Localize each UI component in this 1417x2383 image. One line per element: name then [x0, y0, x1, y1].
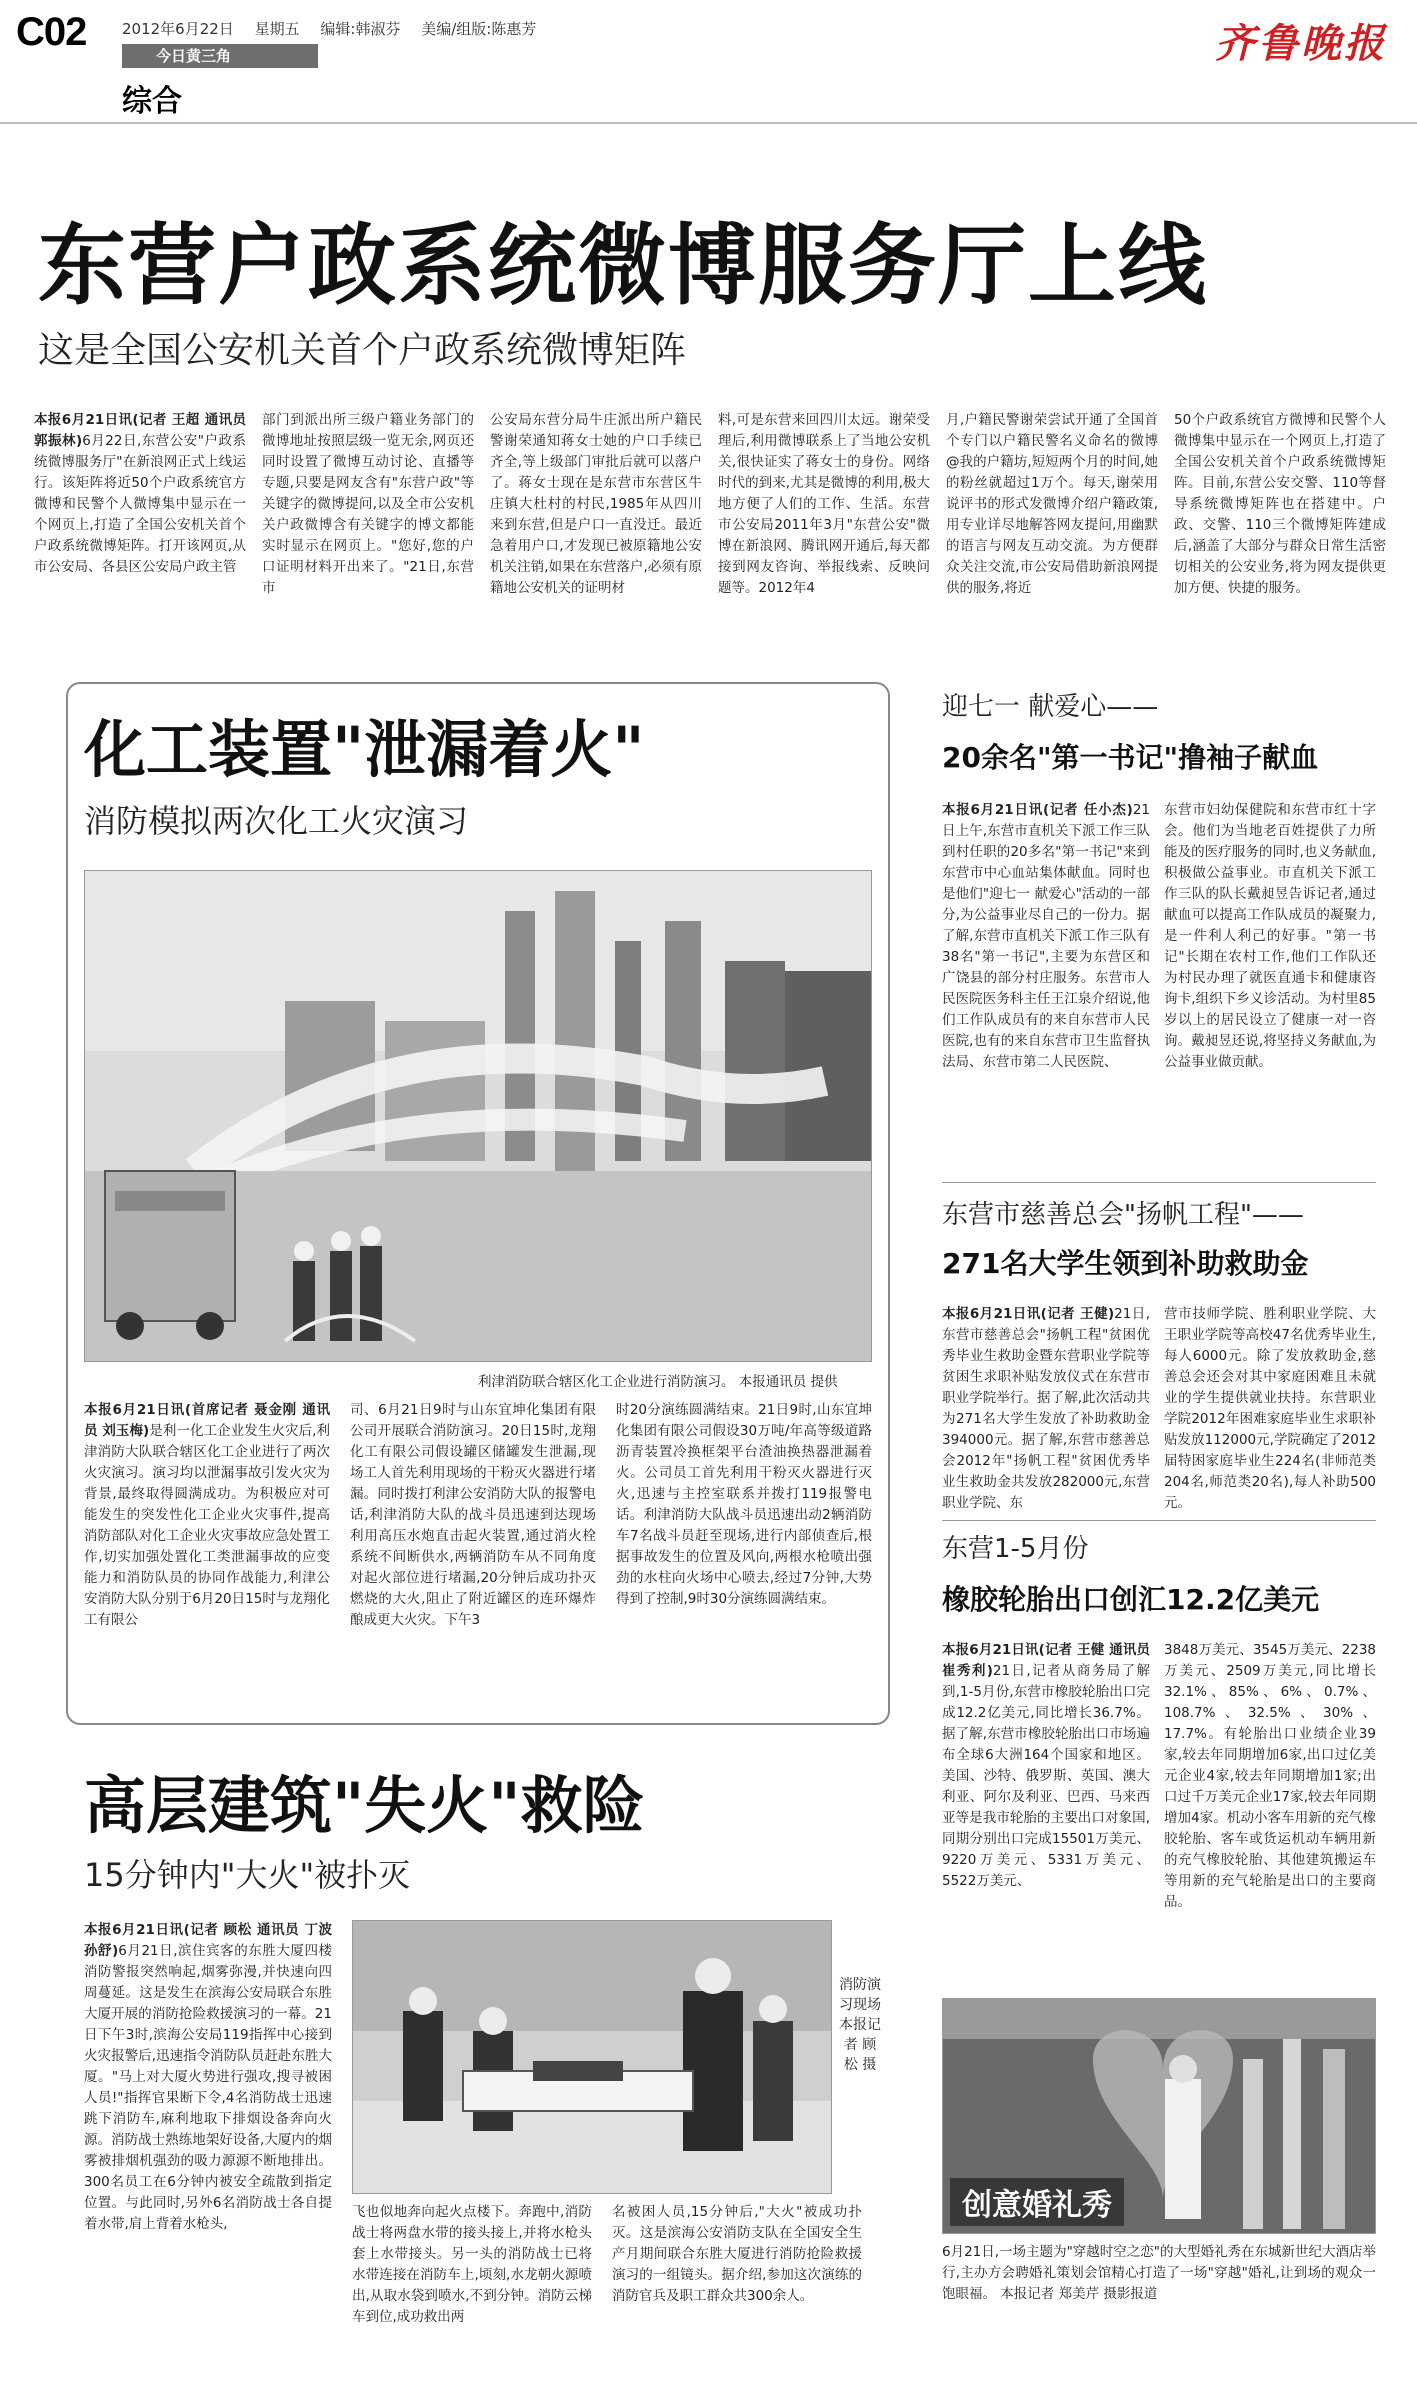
highrise-drill-illustration	[353, 1921, 832, 2194]
charity-column-1: 本报6月21日讯(记者 王健)21日,东营市慈善总会"扬帆工程"贫困优秀毕业生救助金暨东营职业学院等贫困生求职补贴发放仪式在东营市职业学院举行。据了解,此次活动共为271名大学生发放了补助救助金394000元。据了解,东营市慈善总会2012年"扬帆工程"贫困优秀毕业生救助金共发放282000元,东营职业学院、东	[942, 1306, 1150, 1511]
highrise-headline: 高层建筑"失火"救险	[84, 1769, 645, 1842]
fire-drill-photo	[84, 870, 872, 1362]
tire-export-byline: 本报6月21日讯(记者 王健 通讯员 崔秀利)	[942, 1642, 1150, 1679]
blood-drive-kicker: 迎七一 献爱心——	[942, 692, 1159, 722]
highrise-byline: 本报6月21日讯(记者 顾松 通讯员 丁波 孙舒)	[84, 1922, 332, 1959]
blood-drive-headline: 20余名"第一书记"撸袖子献血	[942, 741, 1319, 774]
header-editor: 编辑:韩淑芬	[320, 20, 401, 38]
chemical-fire-column-3: 时20分演练圆满结束。21日9时,山东宜坤化集团有限公司假设30万吨/年高等级道路沥青装置冷换框架平台渣油换热器泄漏着火。公司员工首先利用干粉灭火器进行灭火,迅速与主控室联系并拨打119报警电话。利津消防大队战斗员迅速出动2辆消防车7名战斗员赶至现场,进行内部侦查后,根据事故发生的位置及风向,两根水枪喷出强劲的水柱向火场中心喷去,经过7分钟,大势得到了控制,9时30分演练圆满结束。	[616, 1402, 872, 1607]
chemical-fire-headline: 化工装置"泄漏着火"	[84, 713, 645, 786]
charity-byline: 本报6月21日讯(记者 王健)	[942, 1306, 1115, 1322]
highrise-drill-caption: 消防演习现场 本报记者 顾松 摄	[839, 1977, 881, 2073]
section-tag: 今日黄三角	[122, 44, 318, 68]
section-name: 综合	[122, 84, 182, 119]
page-header	[0, 0, 1417, 120]
lead-column-2: 部门到派出所三级户籍业务部门的微博地址按照层级一览无余,网页还同时设置了微博互动讨论、直播等专题,只要是网友含有"东营户政"等关键字的微博提问,以及全市公安机关户政微博含有关键字的博文都能实时显示在网页上。"您好,您的户口证明材料开出来了。"21日,东营市	[262, 412, 474, 596]
charity-headline: 271名大学生领到补助救助金	[942, 1247, 1309, 1280]
fire-drill-caption: 利津消防联合辖区化工企业进行消防演习。 本报通讯员 提供	[478, 1374, 838, 1390]
header-designer: 美编/组版:陈惠芳	[421, 20, 537, 38]
lead-column-5: 月,户籍民警谢荣尝试开通了全国首个专门以户籍民警名义命名的微博@我的户籍坊,短短两个月的时间,她的粉丝就超过1万个。每天,谢荣用说评书的形式发微博介绍户籍政策,用专业详尽地解答网友提问,用幽默的语言与网友互动交流。为方便群众关注交流,市公安局借助新浪网提供的服务,将近	[946, 412, 1158, 596]
wedding-show-label: 创意婚礼秀	[950, 2178, 1124, 2226]
chemical-fire-column-1: 本报6月21日讯(首席记者 聂金刚 通讯员 刘玉梅)是利一化工企业发生火灾后,利津消防大队联合辖区化工企业进行了两次火灾演习。演习均以泄漏事故引发火灾为背景,最终取得圆满成功。为积极应对可能发生的突发性化工企业火灾事件,提高消防部队对化工企业火灾事故应急处置工作,切实加强处置化工类泄漏事故的应变能力和消防队员的协同作战能力,利津公安消防大队分别于6月20日15时与龙翔化工有限公	[84, 1402, 330, 1628]
tire-export-kicker: 东营1-5月份	[942, 1534, 1089, 1564]
charity-kicker: 东营市慈善总会"扬帆工程"——	[942, 1200, 1304, 1230]
wedding-show-caption: 6月21日,一场主题为"穿越时空之恋"的大型婚礼秀在东城新世纪大酒店举行,主办方会聘婚礼策划会馆精心打造了一场"穿越"婚礼,让到场的观众一饱眼福。 本报记者 郑美芹 摄影报道	[942, 2244, 1376, 2302]
highrise-subheadline: 15分钟内"大火"被扑灭	[84, 1856, 411, 1894]
lead-byline: 本报6月21日讯(记者 王超 通讯员 郭振林)	[34, 412, 246, 449]
fire-drill-illustration	[85, 871, 872, 1362]
header-meta	[122, 18, 552, 39]
newspaper-logo: 齐鲁晚报	[1215, 20, 1387, 67]
tire-export-column-2: 3848万美元、3545万美元、2238万美元、2509万美元,同比增长32.1%、85%、6%、0.7%、108.7%、32.5%、30%、17.7%。有轮胎出口业绩企业39家,较去年同期增加6家,出口过亿美元企业4家,较去年同期增加1家;出口过千万美元企业17家,较去年同期增加4家。机动小客车用新的充气橡胶轮胎、客车或货运机动车辆用新的充气橡胶轮胎、其他建筑搬运车等用新的充气轮胎是出口的主要商品。	[1164, 1642, 1376, 1910]
tire-export-column-1: 本报6月21日讯(记者 王健 通讯员 崔秀利)21日,记者从商务局了解到,1-5月份,东营市橡胶轮胎出口完成12.2亿美元,同比增长36.7%。据了解,东营市橡胶轮胎出口市场遍布全球6大洲164个国家和地区。美国、沙特、俄罗斯、英国、澳大利亚、阿尔及利亚、巴西、马来西亚等是我市轮胎的主要出口对象国,同期分别出口完成15501万美元、9220万美元、5331万美元、5522万美元、	[942, 1642, 1150, 1889]
blood-drive-column-2: 东营市妇幼保健院和东营市红十字会。他们为当地老百姓提供了力所能及的医疗服务的同时,也义务献血,积极做公益事业。市直机关下派工作三队的队长戴昶昱告诉记者,通过献血可以提高工作队成员的凝聚力,是一件利人利己的好事。"第一书记"长期在农村工作,他们工作队还为村民办理了就医直通卡和健康咨询卡,组织下乡义诊活动。为村里85岁以上的居民设立了健康一对一咨询。戴昶昱还说,将坚持义务献血,为公益事业做贡献。	[1164, 802, 1376, 1070]
highrise-column-3: 名被困人员,15分钟后,"大火"被成功扑灭。这是滨海公安消防支队在全国安全生产月期间联合东胜大厦进行消防抢险救援演习的一组镜头。据介绍,参加这次演练的消防官兵及职工群众共300余人。	[612, 2204, 862, 2304]
highrise-column-2: 飞也似地奔向起火点楼下。奔跑中,消防战士将两盘水带的接头接上,并将水枪头套上水带接头。另一头的消防战士已将水带连接在消防车上,顷刻,水龙朝火源喷出,从取水袋到喷水,不到分钟。消防云梯车到位,成功救出两	[352, 2204, 592, 2325]
lead-subheadline: 这是全国公安机关首个户政系统微博矩阵	[38, 330, 687, 371]
lead-column-6: 50个户政系统官方微博和民警个人微博集中显示在一个网页上,打造了全国公安机关首个户政系统微博矩阵。目前,东营公安交警、110等督导系统微博矩阵也在搭建中。户政、交警、110三个微博矩阵建成后,涵盖了大部分与群众日常生活密切相关的公安业务,将为网友提供更加方便、快捷的服务。	[1174, 412, 1386, 596]
blood-drive-byline: 本报6月21日讯(记者 任小杰)	[942, 802, 1133, 818]
sidebar-divider	[942, 1520, 1376, 1521]
chemical-fire-subheadline: 消防模拟两次化工火灾演习	[84, 802, 469, 840]
blood-drive-column-1: 本报6月21日讯(记者 任小杰)21日上午,东营市直机关下派工作三队到村任职的20多名"第一书记"来到东营市中心血站集体献血。同时也是他们"迎七一 献爱心"活动的一部分,为公益事业尽自己的一份力。据了解,东营市直机关下派工作三队有38名"第一书记",主要为东营区和广饶县的部分村庄服务。东营市人民医院医务科主任王江泉介绍说,他们工作队成员有的来自东营市人民医院,也有的来自东营市卫生监督执法局、东营市第二人民医院、	[942, 802, 1150, 1070]
charity-column-2: 营市技师学院、胜利职业学院、大王职业学院等高校47名优秀毕业生,每人6000元。除了发放救助金,慈善总会还会对其中家庭困难且未就业的学生提供就业扶持。东营职业学院2012年困难家庭毕业生求职补贴发放112000元,学院确定了2012届特困家庭毕业生224名(非师范类204名,师范类20名),每人补助500元。	[1164, 1306, 1376, 1511]
header-weekday: 星期五	[254, 20, 300, 38]
lead-headline: 东营户政系统微博服务厅上线	[38, 214, 1209, 317]
highrise-drill-photo	[352, 1920, 832, 2194]
header-rule	[0, 122, 1417, 124]
lead-column-4: 料,可是东营来回四川太远。谢荣受理后,利用微博联系上了当地公安机关,很快证实了蒋女士的身份。网络时代的到来,尤其是微博的利用,极大地方便了人们的工作、生活。东营市公安局2011年3月"东营公安"微博在新浪网、腾讯网开通后,每天都接到网友咨询、举报线索、反映问题等。2012年4	[718, 412, 930, 596]
lead-column-3: 公安局东营分局牛庄派出所户籍民警谢荣通知蒋女士她的户口手续已齐全,等上级部门审批后就可以落户了。蒋女士现在是东营市东营区牛庄镇大杜村的村民,1985年从四川来到东营,但是户口一直没迁。最近急着用户口,才发现已被原籍地公安机关注销,如果在东营落户,必须有原籍地公安机关的证明材	[490, 412, 702, 596]
header-date: 2012年6月22日	[122, 20, 234, 38]
tire-export-headline: 橡胶轮胎出口创汇12.2亿美元	[942, 1583, 1320, 1616]
chemical-fire-byline: 本报6月21日讯(首席记者 聂金刚 通讯员 刘玉梅)	[84, 1402, 330, 1439]
chemical-fire-column-2: 司、6月21日9时与山东宜坤化集团有限公司开展联合消防演习。20日15时,龙翔化工有限公司假设罐区储罐发生泄漏,现场工人首先利用现场的干粉灭火器进行堵漏。同时拨打利津公安消防大队的报警电话,利津消防大队的战斗员迅速到达现场利用高压水炮直击起火装置,通过消火栓系统不间断供水,两辆消防车从不同角度对起火部位进行堵漏,20分钟后成功扑灭燃烧的大火,阻止了附近罐区的连环爆炸酿成更大火灾。下午3	[350, 1402, 596, 1628]
page-number: C02	[16, 10, 87, 54]
lead-column-1: 本报6月21日讯(记者 王超 通讯员 郭振林)6月22日,东营公安"户政系统微博服务厅"在新浪网正式上线运行。该矩阵将近50个户政系统官方微博和民警个人微博集中显示在一个网页上,打造了全国公安机关首个户政系统微博矩阵。打开该网页,从市公安局、各县区公安局户政主管	[34, 412, 246, 575]
highrise-column-1: 本报6月21日讯(记者 顾松 通讯员 丁波 孙舒)6月21日,滨住宾客的东胜大厦四楼消防警报突然响起,烟雾弥漫,并快速向四周蔓延。这是发生在滨海公安局联合东胜大厦开展的消防抢险救援演习的一幕。21日下午3时,滨海公安局119指挥中心接到火灾报警后,迅速指令消防队员赶赴东胜大厦。"马上对大厦火势进行强攻,搜寻被困人员!"指挥官果断下令,4名消防战士迅速跳下消防车,麻利地取下排烟设备奔向火源。消防战士熟练地架好设备,大厦内的烟雾被排烟机强劲的吸力源源不断地排出。300名员工在6分钟内被安全疏散到指定位置。与此同时,另外6名消防战士各自提着水带,肩上背着水枪头,	[84, 1922, 332, 2232]
sidebar-divider	[942, 1182, 1376, 1183]
